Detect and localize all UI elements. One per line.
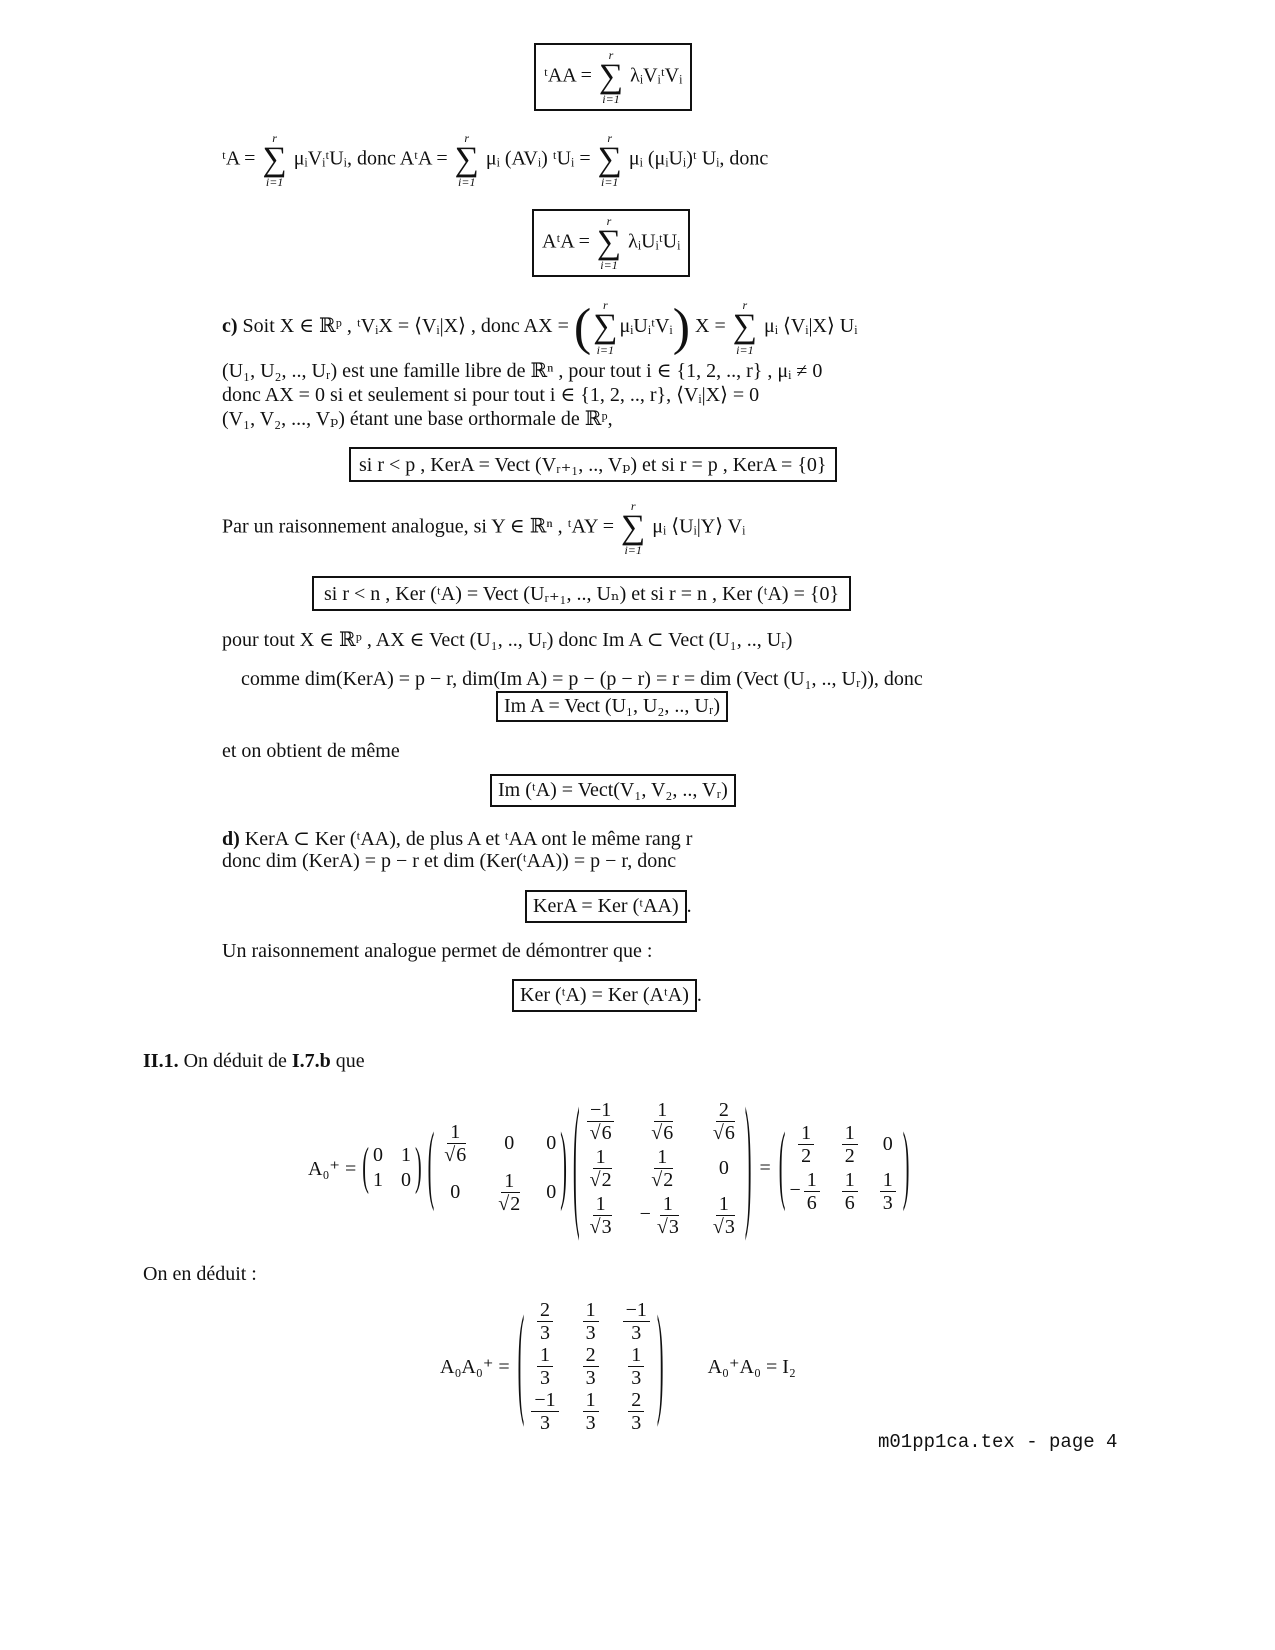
boxed-kernel-A: si r < p , KerA = Vect (Vᵣ₊₁, .., Vₚ) et si r = p , KerA = {0} <box>349 447 837 482</box>
part-d-line1: d) KerA ⊂ Ker (ᵗAA), de plus A et ᵗAA ont le même rang r <box>222 828 693 850</box>
equation-rhs: λᵢVᵢᵗVᵢ <box>630 64 683 87</box>
text-line: (U₁, U₂, .., Uᵣ) est une famille libre de ℝⁿ , pour tout i ∈ {1, 2, .., r} , μᵢ ≠ 0 <box>222 360 823 382</box>
part-c-line1: c) Soit X ∈ ℝᵖ , ᵗVᵢX = ⟨Vᵢ|X⟩ , donc AX = ( r ∑ i=1 μᵢUᵢᵗVᵢ) X = r ∑ i=1 μᵢ ⟨Vᵢ|X⟩ Uᵢ <box>222 298 858 357</box>
matrix-product-A0plus: A₀⁺ = ( 0 1 1 0 ) ( $\frac{1}{√6}$ 0 0 0 $\frac{1}{√2}$ 0 ) ( $\frac{-1}{√6}$ $\frac{1}{√6}$ $\frac{2}{√6}$ $\frac{1}{√2}$ $\frac{1}{√2}$ 0 $\frac{1}{√3}$ − $\frac{1}{√3}$ $\frac{1}{√3}$ ) = ( $\frac{1}{2}$ $\frac{1}{2}$ 0 − $\frac{1}{6}$ $\frac{1}{6}$ $\frac{1}{3}$ ) <box>308 1082 910 1246</box>
boxed-kernel-equality: KerA = Ker (ᵗAA) . <box>525 890 692 923</box>
sigma-symbol: r ∑ i=1 <box>598 48 624 107</box>
matrix: ( 0 1 1 0 ) <box>362 1138 422 1196</box>
boxed-image-A: Im A = Vect (U₁, U₂, .., Uᵣ) <box>496 691 728 722</box>
text-line: Par un raisonnement analogue, si Y ∈ ℝⁿ , ᵗAY = r ∑ i=1 μᵢ ⟨Uᵢ|Y⟩ Vᵢ <box>222 499 746 558</box>
part-label: d) <box>222 828 240 850</box>
matrix-A0-A0plus: A₀A₀⁺ = ( $\frac{2}{3}$ $\frac{1}{3}$ $\frac{-1}{3}$ $\frac{1}{3}$ $\frac{2}{3}$ $\frac{1}{3}$ $\frac{-1}{3}$ $\frac{1}{3}$ $\frac{2}{3}$ ) A₀⁺A₀ = I₂ <box>440 1300 796 1432</box>
text-line: (V₁, V₂, ..., Vₚ) étant une base orthormale de ℝᵖ, <box>222 408 613 430</box>
text-line: Un raisonnement analogue permet de démontrer que : <box>222 940 653 962</box>
matrix: ( $\frac{2}{3}$ $\frac{1}{3}$ $\frac{-1}{3}$ $\frac{1}{3}$ $\frac{2}{3}$ $\frac{1}{3}$ $\frac{-1}{3}$ $\frac{1}{3}$ $\frac{2}{3}$ ) <box>517 1294 664 1434</box>
text-line: donc dim (KerA) = p − r et dim (Ker(ᵗAA)) = p − r, donc <box>222 850 677 872</box>
equation-lhs: ᵗAA = <box>544 64 592 87</box>
equation-line-tA: ᵗA = r ∑ i=1 μᵢVᵢᵗUᵢ, donc AᵗA = r ∑ i=1 μᵢ (AVᵢ) ᵗUᵢ = r ∑ i=1 μᵢ (μᵢUᵢ)ᵗ Uᵢ, donc <box>222 131 769 190</box>
matrix: ( $\frac{-1}{√6}$ $\frac{1}{√6}$ $\frac{2}{√6}$ $\frac{1}{√2}$ $\frac{1}{√2}$ 0 $\frac{1}{√3}$ − $\frac{1}{√3}$ $\frac{1}{√3}$ ) <box>572 1082 752 1246</box>
text-line: comme dim(KerA) = p − r, dim(Im A) = p − (p − r) = r = dim (Vect (U₁, .., Uᵣ)), donc <box>241 668 923 690</box>
part-label: c) <box>222 315 238 338</box>
page-footer: m01pp1ca.tex - page 4 <box>878 1431 1118 1453</box>
text-line: donc AX = 0 si et seulement si pour tout i ∈ {1, 2, .., r}, ⟨Vᵢ|X⟩ = 0 <box>222 384 760 406</box>
boxed-equation-AtA: AᵗA = r ∑ i=1 λᵢUᵢᵗUᵢ <box>532 209 690 277</box>
matrix: ( $\frac{1}{2}$ $\frac{1}{2}$ 0 − $\frac{1}{6}$ $\frac{1}{6}$ $\frac{1}{3}$ ) <box>778 1117 910 1215</box>
section-II1-heading: II.1. On déduit de I.7.b que <box>143 1050 365 1072</box>
boxed-kernel-equality-2: Ker (ᵗA) = Ker (AᵗA) . <box>512 979 702 1012</box>
text-line: On en déduit : <box>143 1263 257 1285</box>
matrix: ( $\frac{1}{√6}$ 0 0 0 $\frac{1}{√2}$ 0 ) <box>427 1117 567 1215</box>
boxed-image-tA: Im (ᵗA) = Vect(V₁, V₂, .., Vᵣ) <box>490 774 736 807</box>
text-line: pour tout X ∈ ℝᵖ , AX ∈ Vect (U₁, .., Uᵣ) donc Im A ⊂ Vect (U₁, .., Uᵣ) <box>222 629 793 651</box>
boxed-equation-tAA <box>534 43 692 111</box>
boxed-kernel-tA: si r < n , Ker (ᵗA) = Vect (Uᵣ₊₁, .., Uₙ) et si r = n , Ker (ᵗA) = {0} <box>312 576 851 611</box>
text-line: et on obtient de même <box>222 740 400 762</box>
